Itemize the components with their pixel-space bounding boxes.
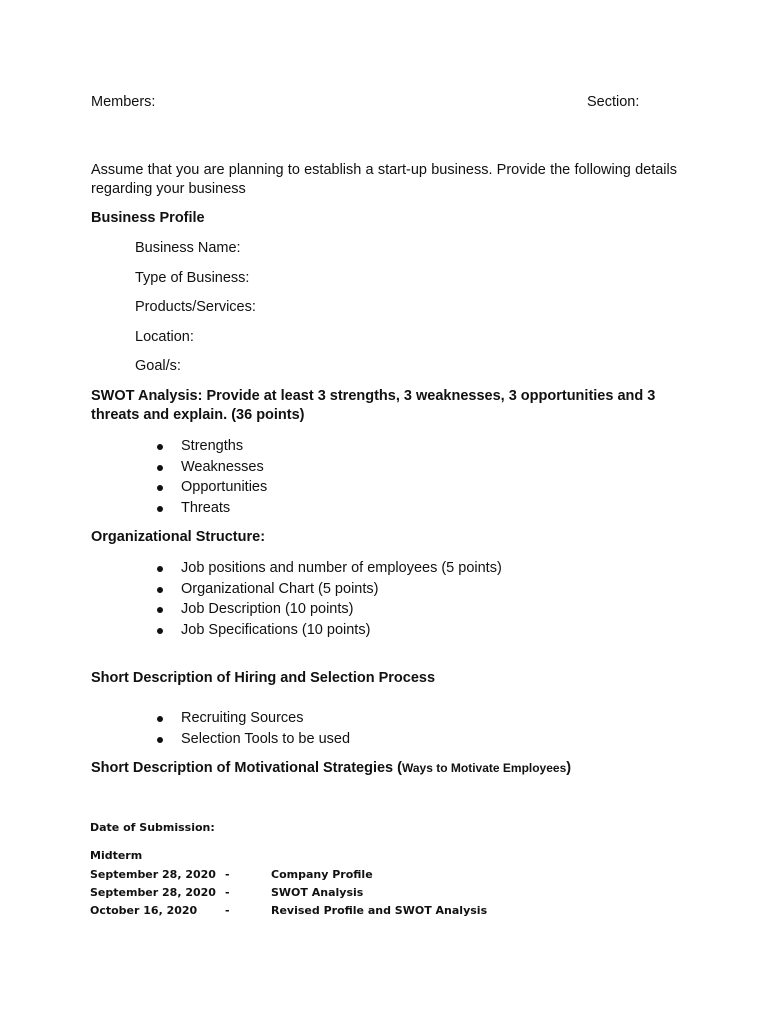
- business-type-field: Type of Business:: [135, 270, 250, 286]
- goals-field: Goal/s:: [135, 358, 181, 374]
- motivation-heading: Short Description of Motivational Strategies (Ways to Motivate Employees): [91, 760, 572, 776]
- list-item: Recruiting Sources: [0, 708, 350, 729]
- bullet-icon: [157, 566, 163, 572]
- list-item: Strengths: [0, 436, 267, 457]
- list-item: Opportunities: [0, 477, 267, 498]
- bullet-icon: [157, 506, 163, 512]
- org-structure-list: [0, 558, 502, 640]
- bullet-icon: [157, 628, 163, 634]
- bullet-icon: [157, 737, 163, 743]
- list-item: Job Specifications (10 points): [0, 620, 502, 641]
- intro-paragraph: Assume that you are planning to establish a start-up business. Provide the following details regarding your business: [91, 162, 677, 197]
- list-item: Selection Tools to be used: [0, 729, 350, 750]
- bullet-icon: [157, 587, 163, 593]
- products-services-field: Products/Services:: [135, 299, 256, 315]
- schedule-date: September 28, 2020: [90, 868, 216, 881]
- business-name-field: Business Name:: [135, 240, 241, 256]
- schedule-task: Company Profile: [271, 868, 373, 881]
- bullet-icon: [157, 444, 163, 450]
- location-field: Location:: [135, 329, 194, 345]
- bullet-icon: [157, 607, 163, 613]
- swot-list: [0, 436, 267, 518]
- schedule-date: September 28, 2020: [90, 886, 216, 899]
- bullet-icon: [157, 716, 163, 722]
- hiring-heading: Short Description of Hiring and Selection Process: [91, 670, 436, 686]
- midterm-label: Midterm: [90, 849, 143, 862]
- hiring-list: [0, 708, 350, 749]
- schedule-task: SWOT Analysis: [271, 886, 364, 899]
- schedule-dash: -: [225, 868, 230, 881]
- bullet-icon: [157, 485, 163, 491]
- schedule-task: Revised Profile and SWOT Analysis: [271, 904, 488, 917]
- schedule-date: October 16, 2020: [90, 904, 198, 917]
- list-item: Organizational Chart (5 points): [0, 579, 502, 600]
- members-label: Members:: [91, 94, 156, 110]
- org-structure-heading: Organizational Structure:: [91, 529, 266, 545]
- schedule-dash: -: [225, 904, 230, 917]
- bullet-icon: [157, 465, 163, 471]
- swot-heading: SWOT Analysis: Provide at least 3 strengths, 3 weaknesses, 3 opportunities and 3 threats and explain. (36 points): [91, 388, 656, 423]
- schedule-dash: -: [225, 886, 230, 899]
- list-item: Weaknesses: [0, 457, 267, 478]
- section-label: Section:: [587, 94, 640, 110]
- list-item: Job Description (10 points): [0, 599, 502, 620]
- submission-label: Date of Submission:: [90, 821, 215, 834]
- list-item: Job positions and number of employees (5 points): [0, 558, 502, 579]
- business-profile-heading: Business Profile: [91, 210, 205, 226]
- list-item: Threats: [0, 498, 267, 519]
